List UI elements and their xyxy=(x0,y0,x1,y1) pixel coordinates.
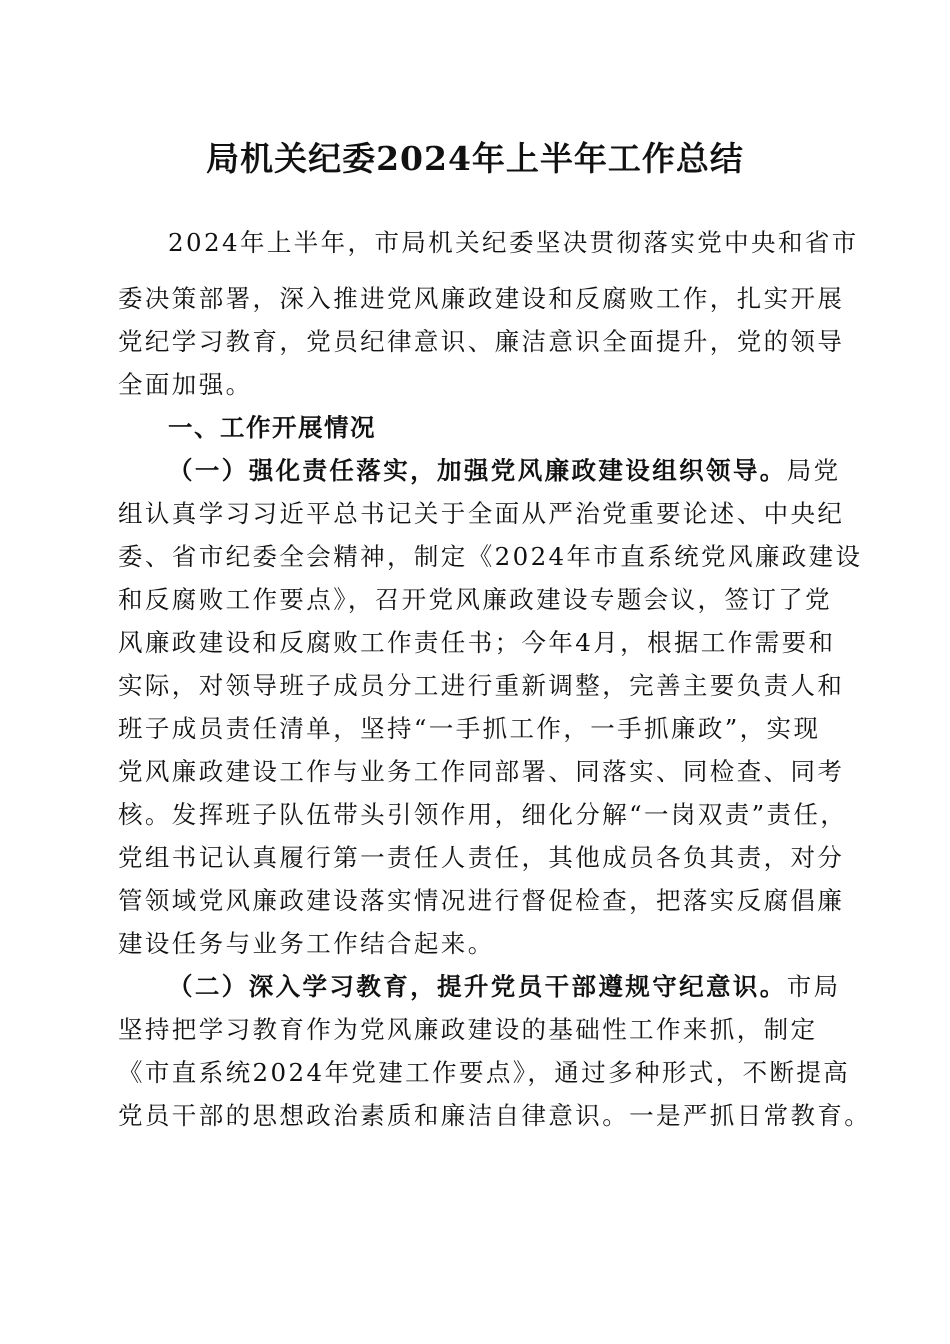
body-line: 坚持把学习教育作为党风廉政建设的基础性工作来抓，制定 xyxy=(118,1015,818,1044)
subsection-2-first-line xyxy=(168,971,841,1003)
body-line: 建设任务与业务工作结合起来。 xyxy=(118,929,495,958)
subsection-2-lead: （二）深入学习教育，提升党员干部遵规守纪意识。 xyxy=(168,972,787,1001)
subsection-1-lead: （一）强化责任落实，加强党风廉政建设组织领导。 xyxy=(168,456,787,485)
body-line: 管领域党风廉政建设落实情况进行督促检查，把落实反腐倡廉 xyxy=(118,886,845,915)
subsection-2-lead-rest: 市局 xyxy=(786,972,841,1001)
document-title: 局机关纪委2024年上半年工作总结 xyxy=(206,139,744,178)
body-line: 党风廉政建设工作与业务工作同部署、同落实、同检查、同考 xyxy=(118,757,845,786)
body-line: 实际，对领导班子成员分工进行重新调整，完善主要负责人和 xyxy=(118,671,845,700)
intro-line: 委决策部署，深入推进党风廉政建设和反腐败工作，扎实开展 xyxy=(118,284,845,313)
body-line: 班子成员责任清单，坚持“一手抓工作，一手抓廉政”，实现 xyxy=(118,714,821,743)
body-line: 和反腐败工作要点》，召开党风廉政建设专题会议，签订了党 xyxy=(118,585,833,614)
body-line: 委、省市纪委全会精神，制定《2024年市直系统党风廉政建设 xyxy=(118,542,863,571)
intro-line: 全面加强。 xyxy=(118,370,253,399)
body-line: 党组书记认真履行第一责任人责任，其他成员各负其责，对分 xyxy=(118,843,845,872)
body-line: 《市直系统2024年党建工作要点》，通过多种形式，不断提高 xyxy=(118,1058,851,1087)
section-heading: 一、工作开展情况 xyxy=(168,413,376,442)
intro-line: 党纪学习教育，党员纪律意识、廉洁意识全面提升，党的领导 xyxy=(118,327,845,356)
body-line: 风廉政建设和反腐败工作责任书；今年4月，根据工作需要和 xyxy=(118,628,836,657)
body-line: 核。发挥班子队伍带头引领作用，细化分解“一岗双责”责任， xyxy=(118,800,848,829)
intro-line: 2024年上半年，市局机关纪委坚决贯彻落实党中央和省市 xyxy=(168,228,859,257)
body-line: 党员干部的思想政治素质和廉洁自律意识。一是严抓日常教育。 xyxy=(118,1101,872,1130)
subsection-1-lead-rest: 局党 xyxy=(786,456,841,485)
subsection-1-first-line xyxy=(168,455,841,487)
body-line: 组认真学习习近平总书记关于全面从严治党重要论述、中央纪 xyxy=(118,499,845,528)
